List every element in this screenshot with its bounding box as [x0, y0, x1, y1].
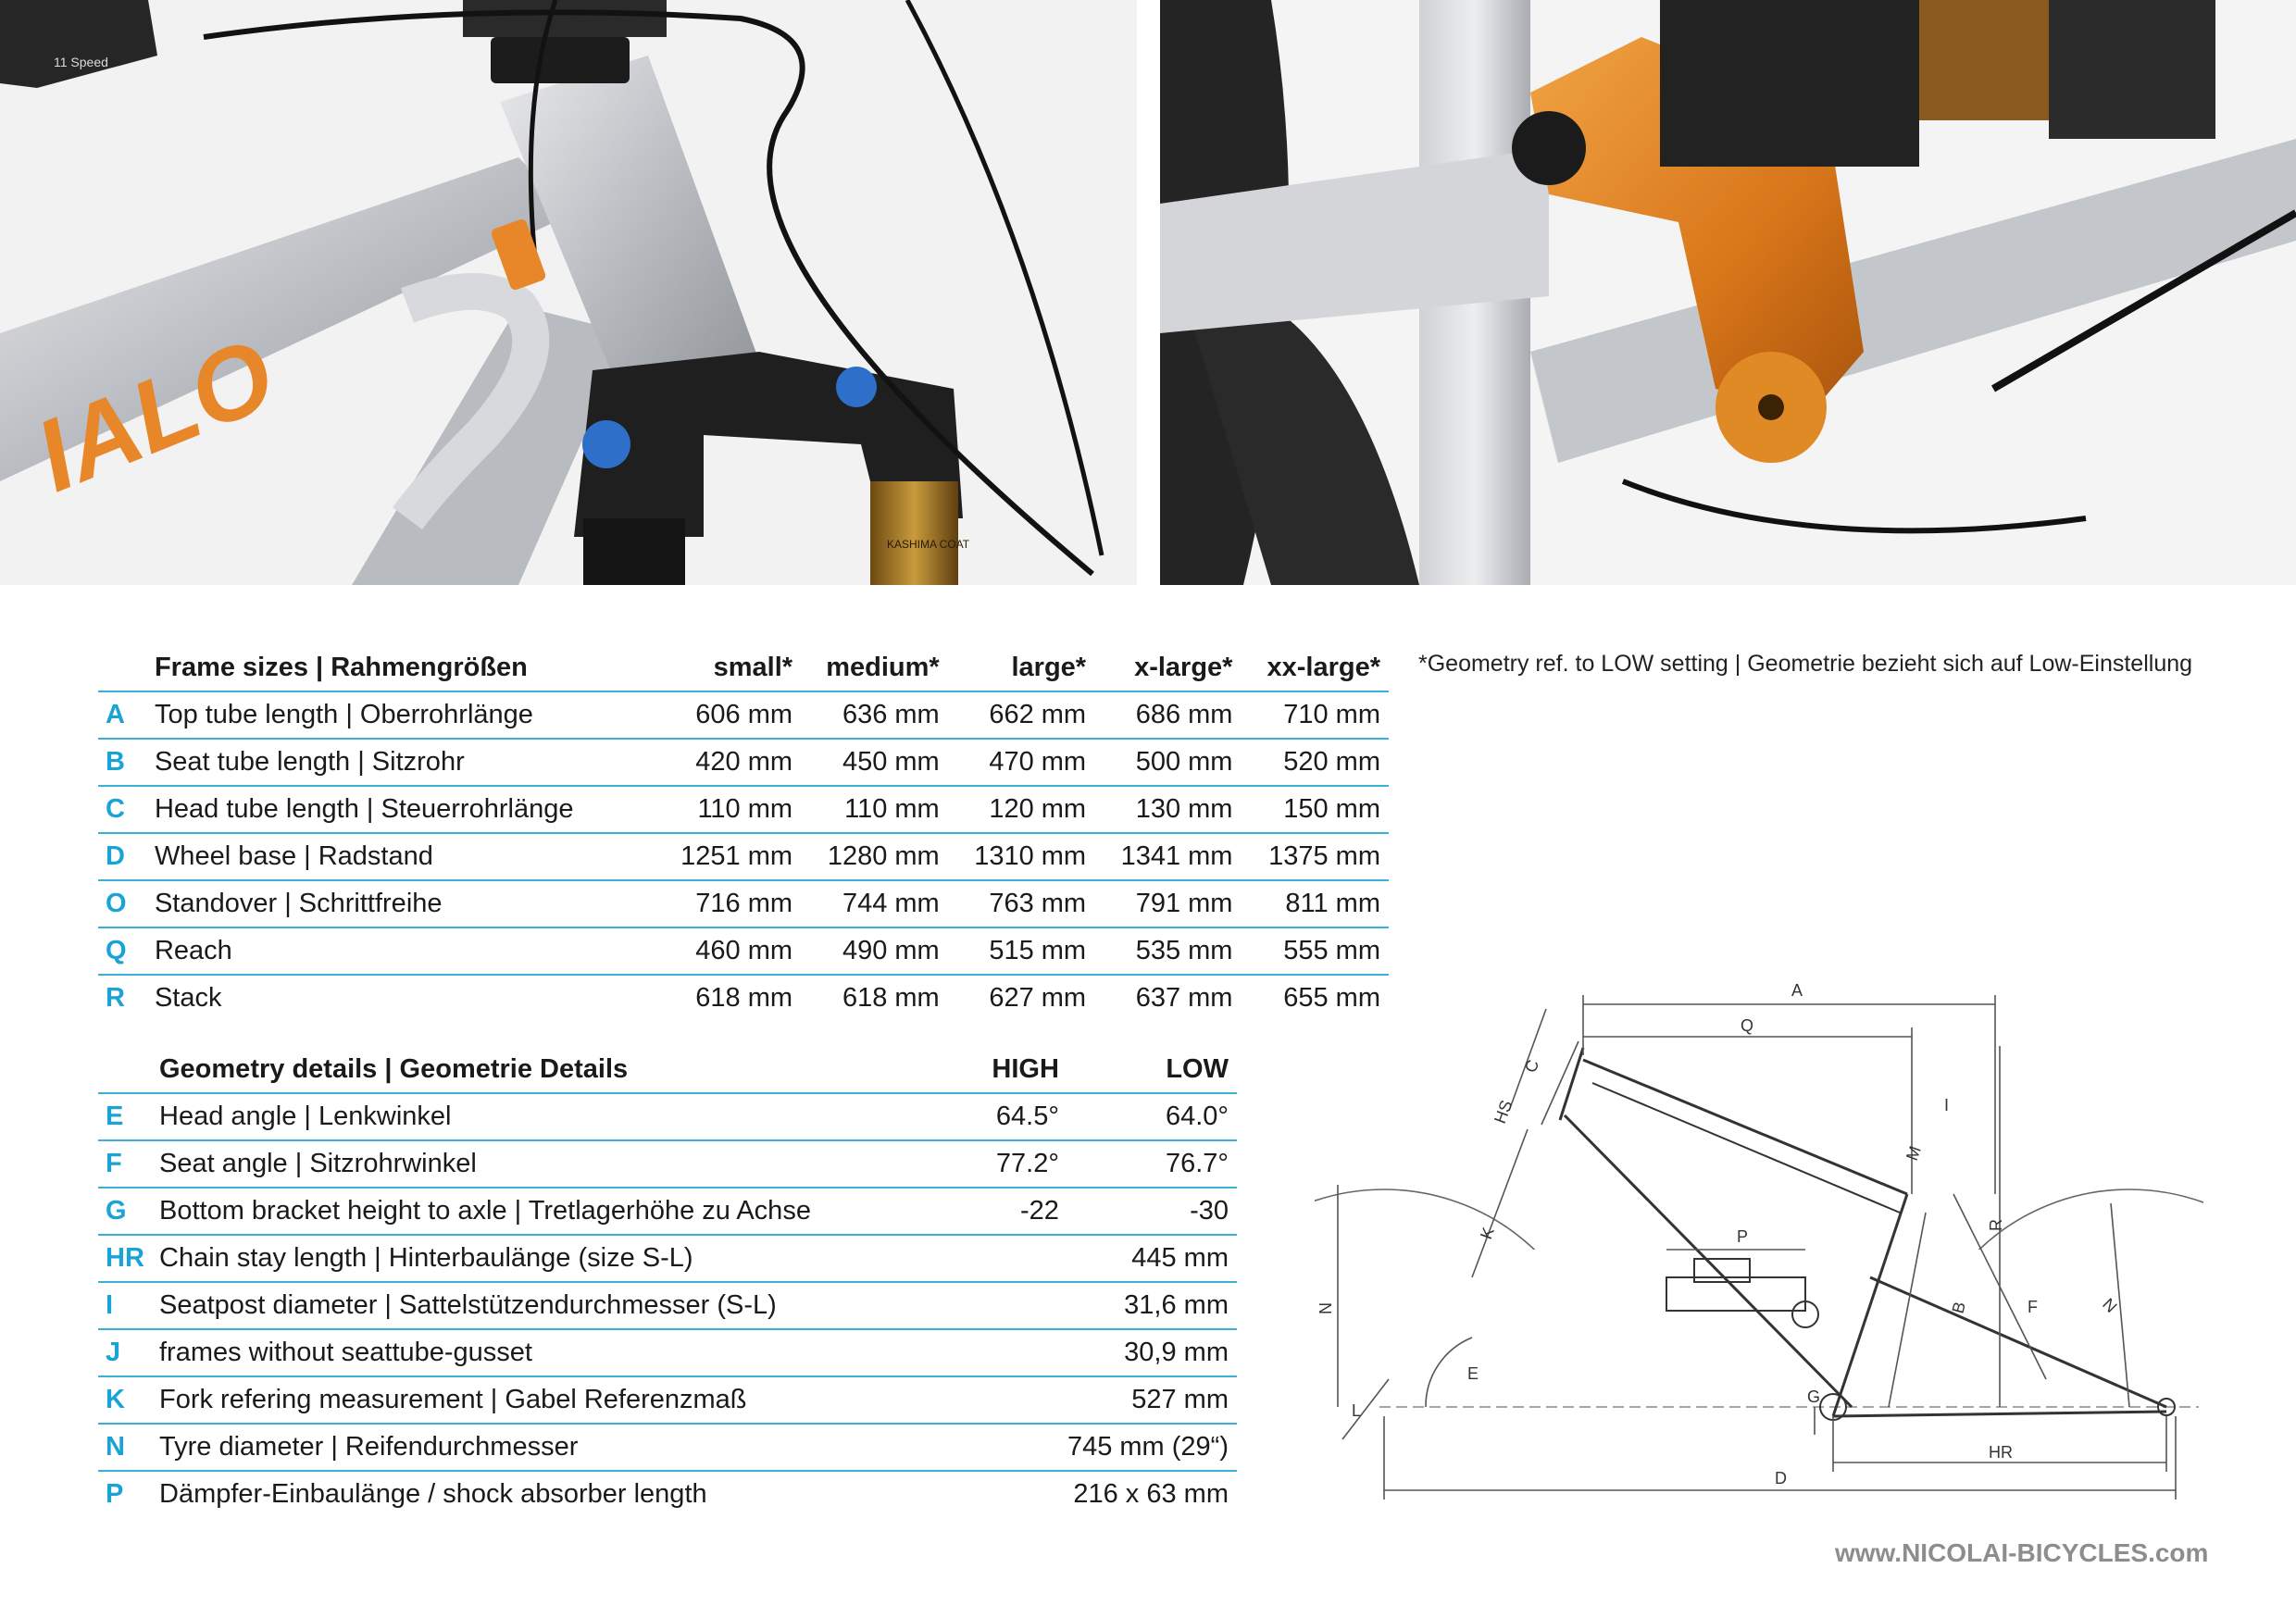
row-key: G: [98, 1188, 159, 1235]
row-value: 763 mm: [948, 880, 1094, 927]
row-label: Fork refering measurement | Gabel Referenzmaß: [159, 1376, 940, 1424]
row-key: I: [98, 1282, 159, 1329]
dim-label-D: D: [1775, 1469, 1787, 1487]
row-value: 662 mm: [948, 691, 1094, 739]
svg-text:IALO: IALO: [20, 317, 290, 514]
row-value: 1310 mm: [948, 833, 1094, 880]
frame-size-row: [98, 691, 1389, 739]
rear-wheel-arc: [1912, 1189, 2203, 1509]
frame-size-row: [98, 786, 1389, 833]
row-label: Dämpfer-Einbaulänge / shock absorber length: [159, 1479, 707, 1509]
row-key: J: [98, 1329, 159, 1376]
row-value: 150 mm: [1241, 786, 1389, 833]
dim-label-C: C: [1520, 1057, 1543, 1076]
row-value: 627 mm: [989, 983, 1087, 1013]
website-footer[interactable]: www.NICOLAI-BICYCLES.com: [1835, 1538, 2209, 1567]
geometry-row: [98, 1140, 1237, 1188]
row-value: 1251 mm: [662, 833, 801, 880]
dim-label-E: E: [1467, 1364, 1479, 1383]
row-value: 500 mm: [1094, 739, 1241, 786]
row-key: K: [98, 1376, 159, 1424]
row-low: 216 x 63 mm: [1073, 1479, 1229, 1509]
row-value: 655 mm: [1283, 983, 1380, 1013]
row-value: 490 mm: [801, 927, 948, 975]
front-wheel-arc: [1315, 1189, 1602, 1509]
row-value: 555 mm: [1241, 927, 1389, 975]
row-label: Seatpost diameter | Sattelstützendurchmesser (S-L): [159, 1282, 940, 1329]
row-key: HR: [98, 1235, 159, 1282]
row-value: 450 mm: [801, 739, 948, 786]
fork-text: KASHIMA COAT: [887, 538, 970, 551]
row-key: D: [98, 833, 155, 880]
row-high: 64.5°: [940, 1093, 1067, 1140]
row-value: 420 mm: [662, 739, 801, 786]
frame-sizes-table: [98, 645, 1389, 1021]
row-label: Top tube length | Oberrohrlänge: [155, 691, 662, 739]
row-high: [940, 1329, 1067, 1376]
row-label: Reach: [155, 927, 662, 975]
row-value: 744 mm: [801, 880, 948, 927]
size-medium: medium*: [801, 645, 948, 691]
row-value: 686 mm: [1094, 691, 1241, 739]
row-value: 470 mm: [948, 739, 1094, 786]
row-high: 77.2°: [940, 1140, 1067, 1188]
row-low: 76.7°: [1067, 1140, 1237, 1188]
geometry-row: [98, 1282, 1237, 1329]
row-key: B: [98, 739, 155, 786]
geometry-row: [98, 1424, 1237, 1471]
row-value: 110 mm: [801, 786, 948, 833]
geometry-details-table: [98, 1047, 1237, 1517]
row-value: 1375 mm: [1241, 833, 1389, 880]
column-high: HIGH: [940, 1047, 1067, 1093]
row-low: 31,6 mm: [1067, 1282, 1237, 1329]
geometry-row: [98, 1471, 1237, 1517]
row-value: 811 mm: [1241, 880, 1389, 927]
geometry-row: [98, 1235, 1237, 1282]
row-value: 515 mm: [948, 927, 1094, 975]
row-value: 110 mm: [662, 786, 801, 833]
size-xx-large: xx-large*: [1241, 645, 1389, 691]
frame-size-row: [98, 975, 1389, 1021]
dim-label-Q: Q: [1741, 1016, 1754, 1035]
row-value: 606 mm: [662, 691, 801, 739]
row-low: -30: [1067, 1188, 1237, 1235]
row-label: Bottom bracket height to axle | Tretlagerhöhe zu Achse: [159, 1188, 940, 1235]
dim-label-F: F: [2028, 1298, 2038, 1316]
dim-label-N-rear: N: [2099, 1294, 2121, 1317]
row-value: 637 mm: [1135, 983, 1233, 1013]
row-key: R: [106, 983, 125, 1013]
dim-label-HS: HS: [1490, 1098, 1516, 1126]
row-label: frames without seattube-gusset: [159, 1329, 940, 1376]
row-label: Standover | Schrittfreihe: [155, 880, 662, 927]
row-key: O: [98, 880, 155, 927]
row-high: [940, 1235, 1067, 1282]
row-low: 64.0°: [1067, 1093, 1237, 1140]
row-key: Q: [98, 927, 155, 975]
row-key: N: [98, 1424, 159, 1471]
row-key: P: [106, 1479, 124, 1509]
size-x-large: x-large*: [1094, 645, 1241, 691]
row-value: 791 mm: [1094, 880, 1241, 927]
geometry-row: [98, 1376, 1237, 1424]
geometry-row: [98, 1329, 1237, 1376]
dim-label-K: K: [1476, 1225, 1498, 1242]
frame-size-row: [98, 927, 1389, 975]
row-low: 745 mm (29“): [1067, 1424, 1237, 1471]
row-value: 1280 mm: [801, 833, 948, 880]
row-label: Chain stay length | Hinterbaulänge (size S-L): [159, 1235, 940, 1282]
photo-head-tube: [0, 0, 1137, 585]
dim-label-N-front: N: [1316, 1302, 1335, 1314]
row-value: 520 mm: [1241, 739, 1389, 786]
row-label: Stack: [154, 983, 222, 1013]
dim-label-A: A: [1791, 981, 1803, 1000]
column-low: LOW: [1067, 1047, 1237, 1093]
row-value: 120 mm: [948, 786, 1094, 833]
row-key: A: [98, 691, 155, 739]
header-key-cell: [98, 1047, 159, 1093]
row-label: Seat tube length | Sitzrohr: [155, 739, 662, 786]
size-large: large*: [948, 645, 1094, 691]
geometry-diagram: [1315, 972, 2203, 1509]
dim-label-L: L: [1352, 1401, 1362, 1420]
geometry-row: [98, 1093, 1237, 1140]
frame-size-row: [98, 739, 1389, 786]
dim-label-R: R: [1987, 1219, 2005, 1231]
row-label: Head angle | Lenkwinkel: [159, 1093, 940, 1140]
header-key-cell: [98, 645, 155, 691]
geometry-note: *Geometry ref. to LOW setting | Geometrie bezieht sich auf Low-Einstellung: [1418, 651, 2193, 677]
photo-shock-linkage: [1160, 0, 2296, 585]
row-high: [940, 1424, 1067, 1471]
geometry-row: [98, 1188, 1237, 1235]
row-key: C: [98, 786, 155, 833]
row-label: Head tube length | Steuerrohrlänge: [155, 786, 662, 833]
geometry-details-header: [98, 1047, 1237, 1093]
row-high: [940, 1282, 1067, 1329]
row-high: [940, 1471, 1067, 1517]
dim-label-B: B: [1948, 1300, 1969, 1316]
row-low: 30,9 mm: [1067, 1329, 1237, 1376]
frame-size-row: [98, 880, 1389, 927]
row-value: 636 mm: [801, 691, 948, 739]
geometry-details-title: Geometry details | Geometrie Details: [159, 1047, 940, 1093]
row-label: Seat angle | Sitzrohrwinkel: [159, 1140, 940, 1188]
row-value: 710 mm: [1241, 691, 1389, 739]
row-value: 460 mm: [662, 927, 801, 975]
dim-label-I: I: [1944, 1096, 1950, 1114]
frame-size-row: [98, 833, 1389, 880]
row-high: [940, 1376, 1067, 1424]
row-value: 535 mm: [1094, 927, 1241, 975]
row-high: -22: [940, 1188, 1067, 1235]
row-value: 618 mm: [695, 983, 793, 1013]
frame-sizes-header: [98, 645, 1389, 691]
frame-sizes-title: Frame sizes | Rahmengrößen: [155, 645, 662, 691]
dim-label-P: P: [1737, 1227, 1749, 1246]
shifter-text: 11 Speed: [54, 55, 108, 69]
row-value: 130 mm: [1094, 786, 1241, 833]
row-label: Tyre diameter | Reifendurchmesser: [159, 1424, 940, 1471]
row-low: 445 mm: [1067, 1235, 1237, 1282]
dim-label-M: M: [1902, 1143, 1925, 1164]
row-label: Wheel base | Radstand: [155, 833, 662, 880]
row-key: F: [98, 1140, 159, 1188]
row-value: 716 mm: [662, 880, 801, 927]
dim-label-G: G: [1807, 1388, 1821, 1406]
row-value: 618 mm: [842, 983, 940, 1013]
row-low: 527 mm: [1067, 1376, 1237, 1424]
size-small: small*: [662, 645, 801, 691]
row-value: 1341 mm: [1094, 833, 1241, 880]
row-key: E: [98, 1093, 159, 1140]
dim-label-HR: HR: [1989, 1443, 2013, 1462]
